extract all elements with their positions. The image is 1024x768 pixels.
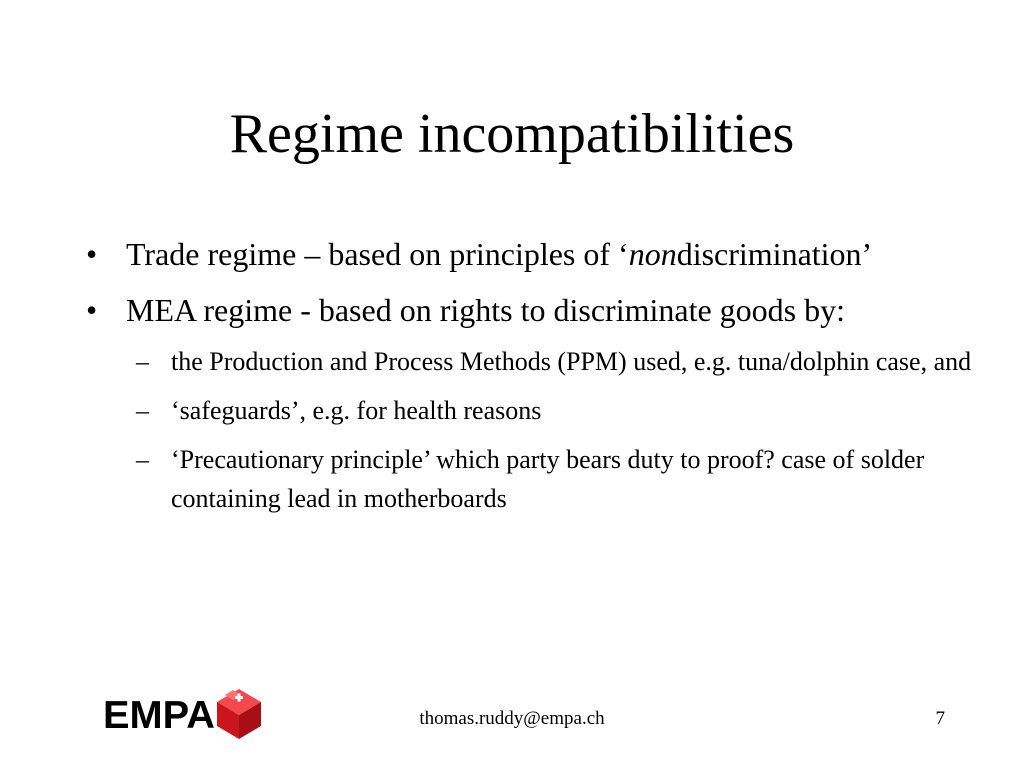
- sub-bullet-item: [136, 342, 986, 381]
- bullet-list: [86, 230, 986, 528]
- bullet-text-suffix: discrimination’: [676, 236, 873, 272]
- sub-bullet-marker: –: [136, 396, 149, 425]
- sub-bullet-text: the Production and Process Methods (PPM) used, e.g. tuna/dolphin case, and: [171, 347, 972, 376]
- sub-bullet-marker: –: [136, 445, 149, 474]
- bullet-item: [86, 286, 986, 334]
- bullet-item: [86, 230, 986, 278]
- slide-title: Regime incompatibilities: [229, 103, 795, 165]
- bullet-text-prefix: Trade regime – based on principles of ‘: [126, 236, 629, 272]
- sub-bullet-text: ‘safeguards’, e.g. for health reasons: [171, 396, 542, 425]
- logo-wordmark: EMPA: [103, 694, 215, 737]
- bullet-text: MEA regime - based on rights to discriminate goods by:: [126, 292, 845, 328]
- sub-bullet-item: [136, 391, 986, 430]
- bullet-marker: •: [86, 292, 98, 328]
- sub-bullet-marker: –: [136, 347, 149, 376]
- sub-bullet-text: ‘Precautionary principle’ which party bears duty to proof? case of solder containing lead in motherboards: [171, 445, 925, 513]
- page-number: 7: [935, 708, 945, 729]
- bullet-text-emphasis: non: [628, 236, 677, 272]
- footer-email: thomas.ruddy@empa.ch: [419, 708, 605, 729]
- sub-bullet-item: [136, 440, 986, 518]
- bullet-marker: •: [86, 236, 98, 272]
